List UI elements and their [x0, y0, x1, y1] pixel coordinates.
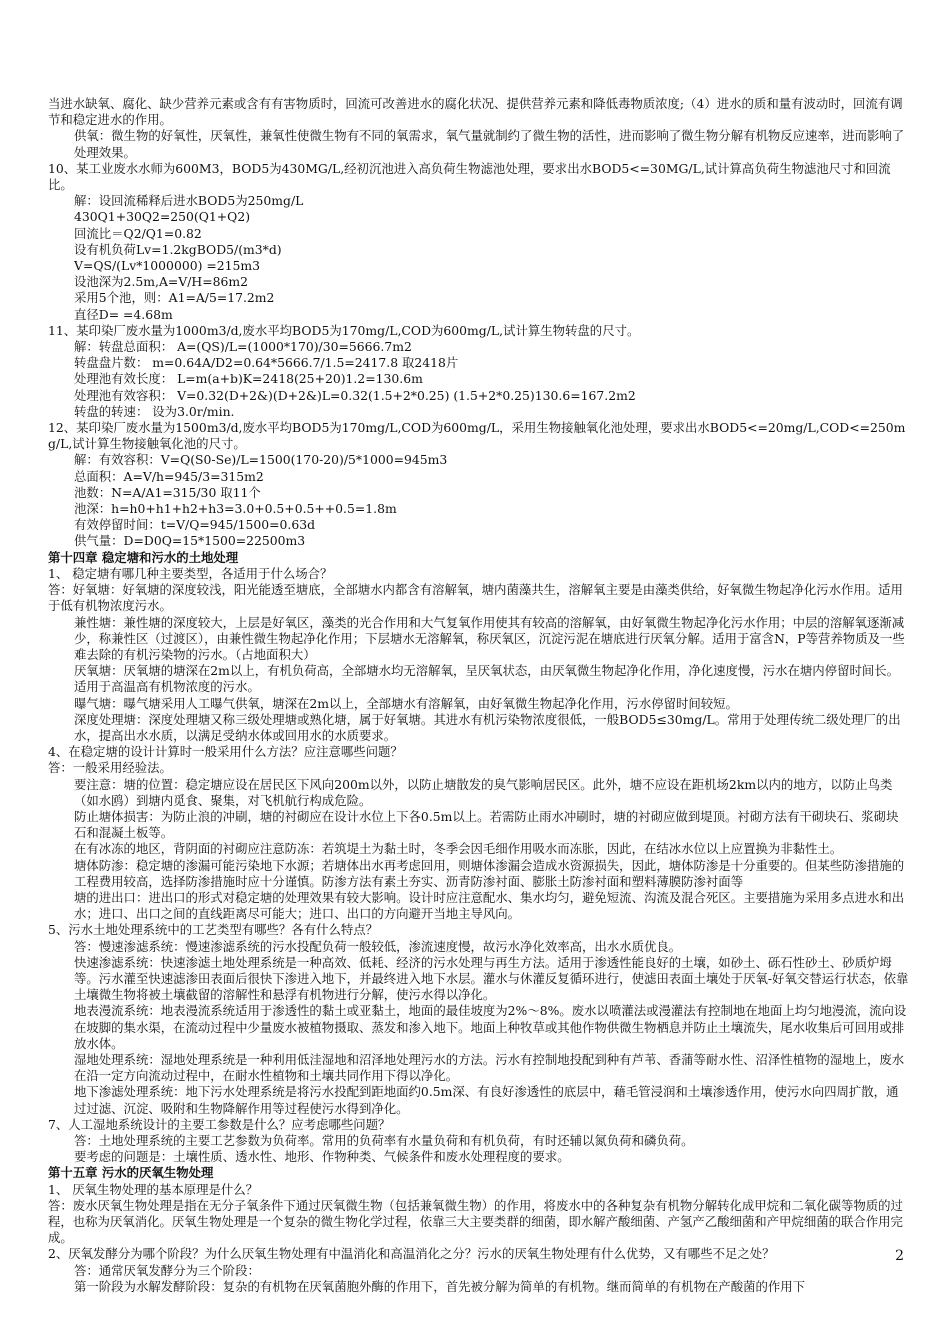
text-line: 11、某印染厂废水量为1000m3/d,废水平均BOD5为170mg/L,COD为600mg/L,试计算生物转盘的尺寸。: [48, 322, 640, 338]
text-line: 12、某印染厂废水量为1500m3/d,废水平均BOD5为170mg/L,COD为600mg/L，采用生物接触氧化池处理，要求出水BOD5<=20mg/L,COD<=250mg/L,试计算生物接触氧化池的尺寸。: [48, 420, 906, 452]
text-line: 有效停留时间：t=V/Q=945/1500=0.63d: [74, 517, 316, 533]
text-line: 直径D= =4.68m: [74, 306, 173, 322]
text-line: 总面积：A=V/h=945/3=315m2: [74, 468, 264, 484]
page-number: 2: [895, 1248, 904, 1264]
text-line: 防止塘体损害：为防止浪的冲刷，塘的衬砌应在设计水位上下各0.5m以上。若需防止雨水冲刷时，塘的衬砌应做到堤顶。衬砌方法有干砌块石、浆砌块石和混凝土板等。: [74, 808, 899, 841]
text-line: 第一阶段为水解发酵阶段：复杂的有机物在厌氧菌胞外酶的作用下，首先被分解为简单的有机物。继而简单的有机物在产酸菌的作用下: [74, 1278, 806, 1294]
text-line: 5、污水土地处理系统中的工艺类型有哪些？各有什么特点？: [48, 922, 379, 938]
text-line: 答：一般采用经验法。: [48, 760, 172, 776]
text-line: 解：设回流稀释后进水BOD5为250mg/L: [74, 193, 304, 209]
text-line: 答：土地处理系统的主要工艺参数为负荷率。常用的负荷率有水量负荷和有机负荷，有时还辅以氮负荷和磷负荷。: [74, 1133, 694, 1148]
text-line: 塘体防渗：稳定塘的渗漏可能污染地下水源；若塘体出水再考虑回用，则塘体渗漏会造成水资源损失，因此，塘体防渗是十分重要的。但某些防渗措施的工程费用较高，选择防渗措施时应十分谨慎。防渗方法有素土夯实、沥青防渗衬面、膨胀土防渗衬面和塑料薄膜防渗衬面等: [74, 857, 905, 889]
text-line: 地表漫流系统：地表漫流系统适用于渗透性的黏土或亚黏土，地面的最佳坡度为2%～8%。废水以喷灌法或漫灌法有控制地在地面上均匀地漫流，流向设在坡脚的集水渠，在流动过程中少量废水被植物摄取、蒸发和渗入地下。地面上种牧草或其他作物供微生物栖息并防止土壤流失，尾水收集后可回用或排放水体。: [74, 1003, 907, 1051]
text-line: 4、在稳定塘的设计计算时一般采用什么方法？应注意哪些问题？: [48, 744, 403, 760]
text-line: 池数：N=A/A1=315/30 取11个: [74, 484, 261, 500]
text-line: 答：通常厌氧发酵分为三个阶段：: [74, 1262, 260, 1278]
text-line: 供氧：微生物的好氧性，厌氧性，兼氧性使微生物有不同的氧需求，氧气量就制约了微生物的活性，进而影响了微生物分解有机物反应速率，进而影响了处理效果。: [74, 128, 905, 160]
text-line: 供气量：D=D0Q=15*1500=22500m3: [74, 533, 306, 549]
text-line: 答：好氧塘：好氧塘的深度较浅，阳光能透至塘底，全部塘水内都含有溶解氧，塘内菌藻共生，溶解氧主要是由藻类供给，好氧微生物起净化污水作用。适用于低有机物浓度污水。: [48, 582, 903, 614]
text-line: 处理池有效容积： V=0.32(D+2&)(D+2&)L=0.32(1.5+2*0.25) (1.5+2*0.25)130.6=167.2m2: [74, 387, 636, 403]
text-line: 解：有效容积：V=Q(S0-Se)/L=1500(170-20)/5*1000=945m3: [74, 452, 448, 468]
document-body: [48, 96, 910, 1295]
text-line: 解：转盘总面积： A=(QS)/L=(1000*170)/30=5666.7m2: [74, 339, 412, 355]
text-line: 池深：h=h0+h1+h2+h3=3.0+0.5+0.5++0.5=1.8m: [74, 501, 397, 517]
chapter-heading: 第十四章 稳定塘和污水的土地处理: [48, 549, 239, 565]
text-line: 处理池有效长度： L=m(a+b)K=2418(25+20)1.2=130.6m: [74, 371, 423, 387]
text-line: 转盘盘片数： m=0.64A/D2=0.64*5666.7/1.5=2417.8 取2418片: [74, 355, 459, 371]
chapter-heading: 第十五章 污水的厌氧生物处理: [48, 1165, 214, 1181]
text-line: 在有冰冻的地区，背阴面的衬砌应注意防冻：若筑堤土为黏土时，冬季会因毛细作用吸水而冻胀，因此，在结冰水位以上应置换为非黏性土。: [74, 841, 843, 857]
text-line: 当进水缺氧、腐化、缺少营养元素或含有有害物质时，回流可改善进水的腐化状况、提供营养元素和降低毒物质浓度;（4）进水的质和量有波动时，回流有调节和稳定进水的作用。: [48, 96, 903, 128]
text-line: 答：慢速渗滤系统：慢速渗滤系统的污水投配负荷一般较低，渗流速度慢，故污水净化效率高，出水水质优良。: [74, 938, 682, 954]
text-line: 7、人工湿地系统设计的主要工参数是什么？应考虑哪些问题？: [48, 1116, 391, 1132]
text-line: 要注意：塘的位置：稳定塘应设在居民区下风向200m以外，以防止塘散发的臭气影响居民区。此外，塘不应设在距机场2km以内的地方，以防止鸟类（如水鸥）到塘内觅食、聚集，对飞机航行构成危险。: [74, 776, 893, 808]
text-line: 湿地处理系统：湿地处理系统是一种利用低洼湿地和沼泽地处理污水的方法。污水有控制地投配到种有芦苇、香蒲等耐水性、沼泽性植物的湿地上，废水在沿一定方向流动过程中，在耐水性植物和土壤共同作用下得以净化。: [74, 1051, 905, 1084]
text-line: 快速渗滤系统：快速渗滤土地处理系统是一种高效、低耗、经济的污水处理与再生方法。适用于渗透性能良好的土壤，如砂土、砾石性砂土、砂质炉坶等。污水灌至快速滤渗田表面后很快下渗进入地下，并最终进入地下水层。灌水与休灌反复循环进行，使滤田表面土壤处于厌氧-好氧交替运行状态，依靠土壤微生物将被土壤截留的溶解性和悬浮有机物进行分解，使污水得以净化。: [74, 954, 909, 1003]
text-line: 地下渗滤处理系统：地下污水处理系统是将污水投配到距地面约0.5m深、有良好渗透性的底层中，藉毛管浸润和土壤渗透作用，使污水向四周扩散，通过过滤、沉淀、吸附和生物降解作用等过程使污水得到净化。: [74, 1084, 899, 1116]
text-line: 答：废水厌氧生物处理是指在无分子氧条件下通过厌氧微生物（包括兼氧微生物）的作用，将废水中的各种复杂有机物分解转化成甲烷和二氧化碳等物质的过程，也称为厌氧消化。厌氧生物处理是一个复杂的微生物化学过程，依靠三大主要类群的细菌，即水解产酸细菌、产氢产乙酸细菌和产甲烷细菌的联合作用完成。: [48, 1197, 903, 1246]
text-line: 设池深为2.5m,A=V/H=86m2: [74, 274, 248, 290]
text-line: 设有机负荷Lv=1.2kgBOD5/(m3*d): [74, 241, 282, 257]
text-line: 塘的进出口：进出口的形式对稳定塘的处理效果有较大影响。设计时应注意配水、集水均匀，避免短流、沟流及混合死区。主要措施为采用多点进水和出水；进口、出口之间的直线距离尽可能大；进口、出口的方向避开当地主导风向。: [74, 889, 905, 922]
text-line: 厌氧塘：厌氧塘的塘深在2m以上，有机负荷高，全部塘水均无溶解氧，呈厌氧状态，由厌氧微生物起净化作用，净化速度慢，污水在塘内停留时间长。适用于高温高有机物浓度的污水。: [74, 663, 900, 695]
text-line: V=QS/(Lv*1000000) =215m3: [74, 258, 261, 274]
text-line: 转盘的转速： 设为3.0r/min.: [74, 403, 235, 419]
text-line: 2、厌氧发酵分为哪个阶段？为什么厌氧生物处理有中温消化和高温消化之分？污水的厌氧生物处理有什么优势，又有哪些不足之处？: [48, 1246, 775, 1262]
text-line: 1、 稳定塘有哪几种主要类型，各适用于什么场合？: [48, 565, 333, 581]
text-line: 430Q1+30Q2=250(Q1+Q2): [74, 209, 251, 225]
text-line: 1、 厌氧生物处理的基本原理是什么？: [48, 1181, 259, 1197]
text-line: 采用5个池，则：A1=A/5=17.2m2: [74, 290, 275, 306]
text-line: 10、某工业废水水师为600M3，BOD5为430MG/L,经初沉池进入高负荷生物滤池处理，要求出水BOD5<=30MG/L,试计算高负荷生物滤池尺寸和回流比。: [48, 160, 891, 193]
text-line: 回流比＝Q2/Q1=0.82: [74, 225, 202, 241]
text-line: 兼性塘：兼性塘的深度较大，上层是好氧区，藻类的光合作用和大气复氧作用使其有较高的溶解氧，由好氧微生物起净化污水作用；中层的溶解氧逐渐减少，称兼性区（过渡区），由兼性微生物起净化作用；下层塘水无溶解氧，称厌氧区，沉淀污泥在塘底进行厌氧分解。适用于富含N，P等营养物质及一些难去除的有机污染物的污水。（占地面积大）: [74, 614, 905, 662]
text-line: 深度处理塘：深度处理塘又称三级处理塘或熟化塘，属于好氧塘。其进水有机污染物浓度很低，一般BOD5≤30mg/L。常用于处理传统二级处理厂的出水，提高出水水质，以满足受纳水体或回用水的水质要求。: [74, 711, 901, 743]
text-line: 曝气塘：曝气塘采用人工曝气供氧，塘深在2m以上，全部塘水有溶解氧，由好氧微生物起净化作用，污水停留时间较短。: [74, 695, 738, 711]
text-line: 要考虑的问题是：土壤性质、透水性、地形、作物种类、气候条件和废水处理程度的要求。: [74, 1149, 570, 1165]
